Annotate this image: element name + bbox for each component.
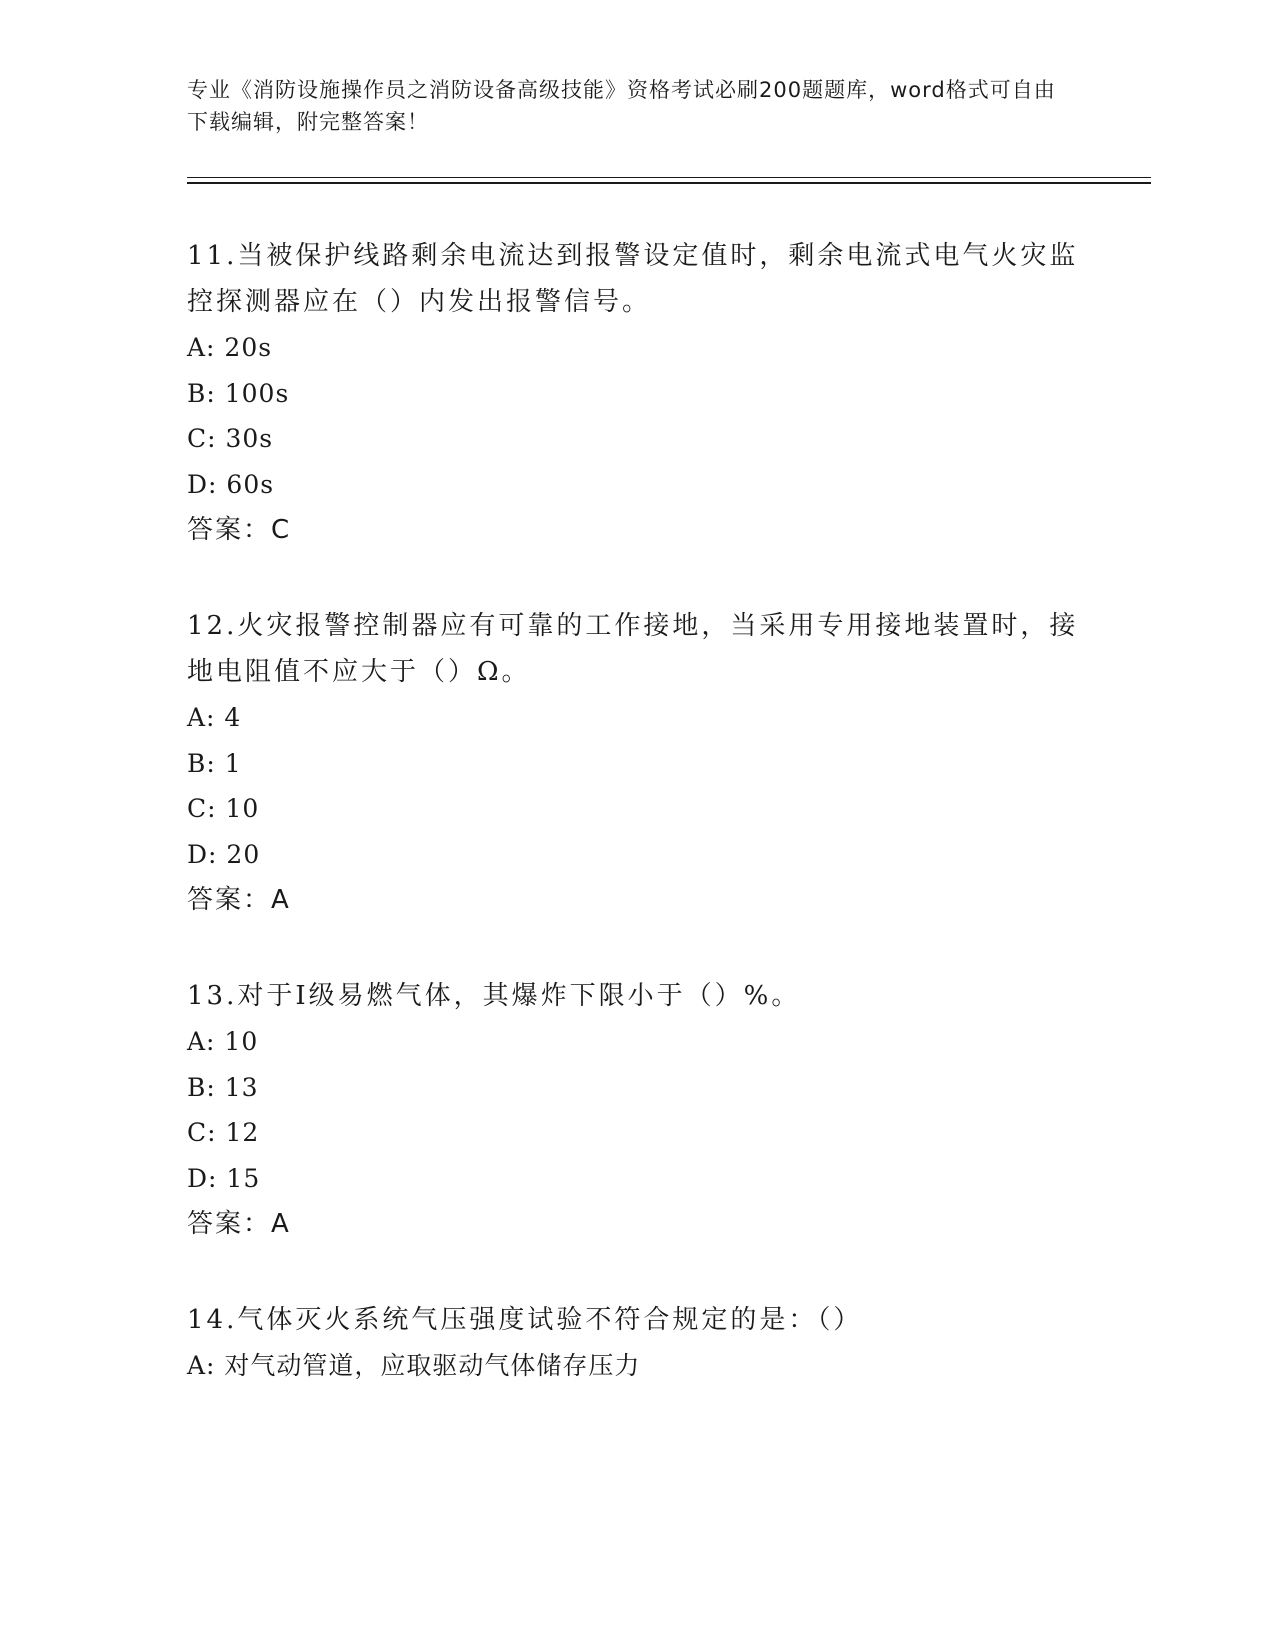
header-divider-thick bbox=[187, 182, 1151, 184]
question-11 bbox=[187, 233, 1087, 553]
option-c: C: 30s bbox=[187, 424, 274, 453]
question-13 bbox=[187, 973, 1087, 1247]
option-b: B: 1 bbox=[187, 748, 242, 778]
question-list bbox=[187, 233, 1087, 1439]
option-c: C: 10 bbox=[187, 794, 260, 823]
header-divider-thin bbox=[187, 177, 1151, 178]
option-b: B: 13 bbox=[187, 1072, 259, 1102]
question-text: 12.火灾报警控制器应有可靠的工作接地，当采用专用接地装置时，接地电阻值不应大于（）Ω。 bbox=[187, 611, 1079, 687]
option-d: D: 20 bbox=[187, 839, 261, 869]
option-a: A: 20s bbox=[187, 333, 273, 362]
option-d: D: 15 bbox=[187, 1163, 261, 1193]
question-14 bbox=[187, 1297, 1087, 1389]
answer-line: 答案：C bbox=[187, 515, 292, 545]
option-a: A: 4 bbox=[187, 703, 242, 732]
document-header: 专业《消防设施操作员之消防设备高级技能》资格考试必刷200题题库，word格式可自由下载编辑，附完整答案！ bbox=[187, 78, 1056, 134]
answer-line: 答案：A bbox=[187, 885, 291, 915]
option-d: D: 60s bbox=[187, 469, 275, 499]
option-b: B: 100s bbox=[187, 378, 290, 408]
option-a: A: 对气动管道，应取驱动气体储存压力 bbox=[187, 1351, 641, 1380]
question-text: 14.气体灭火系统气压强度试验不符合规定的是：（） bbox=[187, 1305, 863, 1335]
question-text: 13.对于Ⅰ级易燃气体，其爆炸下限小于（）%。 bbox=[187, 981, 801, 1011]
question-text: 11.当被保护线路剩余电流达到报警设定值时，剩余电流式电气火灾监控探测器应在（）内发出报警信号。 bbox=[187, 241, 1079, 317]
answer-line: 答案：A bbox=[187, 1209, 291, 1239]
option-c: C: 12 bbox=[187, 1118, 260, 1147]
question-12 bbox=[187, 603, 1087, 923]
option-a: A: 10 bbox=[187, 1027, 259, 1056]
